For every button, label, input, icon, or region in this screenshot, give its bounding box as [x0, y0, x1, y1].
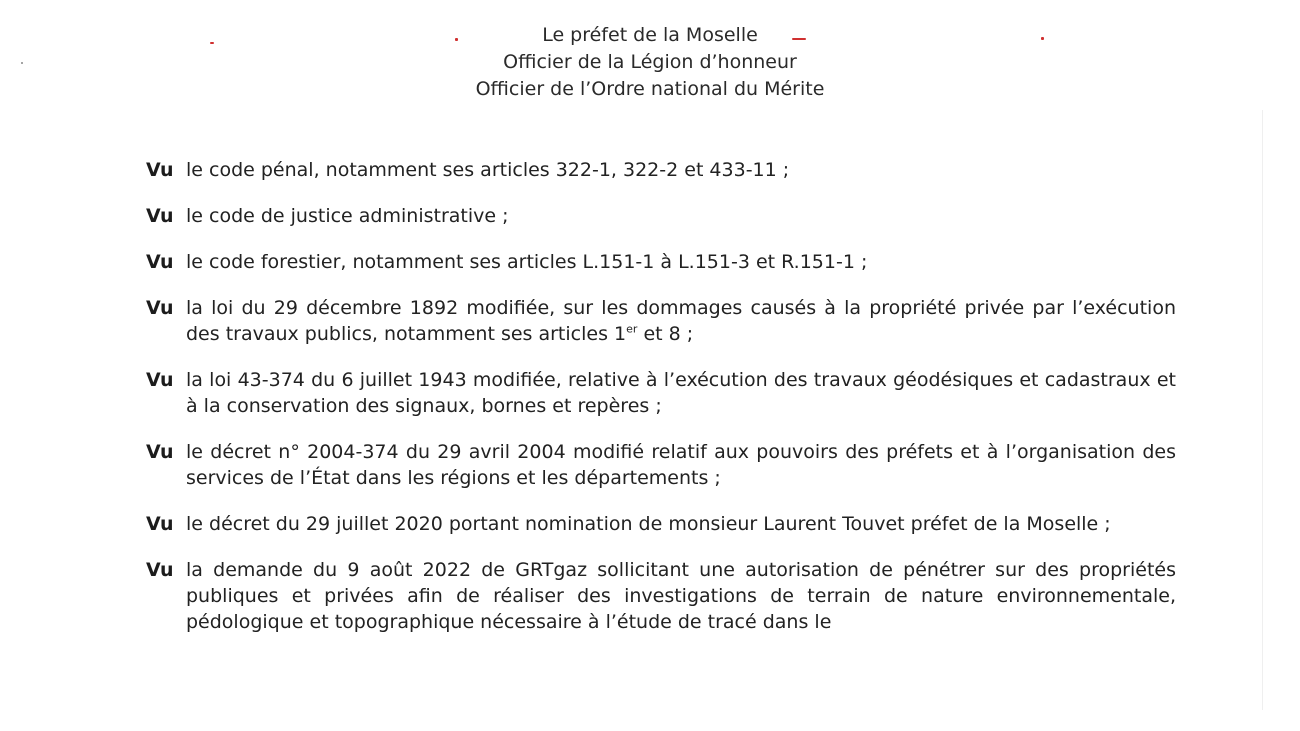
visa-text: la loi 43-374 du 6 juillet 1943 modifiée, relative à l’exécution des travaux géodésiques et cadastraux et à la conservation des signaux, bornes et repères ;	[186, 369, 1176, 417]
vu-label: Vu	[146, 297, 174, 319]
visa-text: le décret du 29 juillet 2020 portant nomination de monsieur Laurent Touvet préfet de la Moselle ;	[186, 513, 1111, 535]
vu-label: Vu	[146, 251, 174, 273]
vu-label: Vu	[146, 559, 174, 581]
legion-honneur-line: Officier de la Légion d’honneur	[503, 51, 797, 73]
visa-text: la demande du 9 août 2022 de GRTgaz sollicitant une autorisation de pénétrer sur des propriétés publiques et privées afin de réaliser des investigations de terrain de nature environnementale, pédologique et topographique nécessaire à l’étude de tracé dans le	[186, 559, 1176, 633]
visa-text: le décret n° 2004-374 du 29 avril 2004 modifié relatif aux pouvoirs des préfets et à l’organisation des services de l’État dans les régions et les départements ;	[186, 441, 1176, 489]
visa-item	[146, 203, 1176, 229]
visa-text: le code de justice administrative ;	[186, 205, 509, 227]
prefect-title: Le préfet de la Moselle	[542, 24, 758, 46]
visa-item	[146, 557, 1176, 635]
vu-label: Vu	[146, 205, 174, 227]
document-header	[0, 22, 1300, 103]
visa-item	[146, 367, 1176, 419]
visa-item	[146, 157, 1176, 183]
visa-item	[146, 249, 1176, 275]
vu-label: Vu	[146, 369, 174, 391]
visa-superscript: er	[626, 322, 638, 336]
visa-text: le code forestier, notamment ses articles L.151-1 à L.151-3 et R.151-1 ;	[186, 251, 868, 273]
vu-label: Vu	[146, 159, 174, 181]
visa-item	[146, 439, 1176, 491]
visa-text-end: et 8 ;	[637, 323, 694, 345]
visas-list	[146, 157, 1176, 655]
visa-text: la loi du 29 décembre 1892 modifiée, sur les dommages causés à la propriété privée par l’exécution des travaux publics, notamment ses articles 1	[186, 297, 1176, 345]
visa-text: le code pénal, notamment ses articles 322-1, 322-2 et 433-11 ;	[186, 159, 790, 181]
visa-item	[146, 511, 1176, 537]
visa-item	[146, 295, 1176, 347]
vu-label: Vu	[146, 513, 174, 535]
ordre-merite-line: Officier de l’Ordre national du Mérite	[475, 78, 825, 100]
vu-label: Vu	[146, 441, 174, 463]
scan-edge-line	[1262, 110, 1263, 710]
